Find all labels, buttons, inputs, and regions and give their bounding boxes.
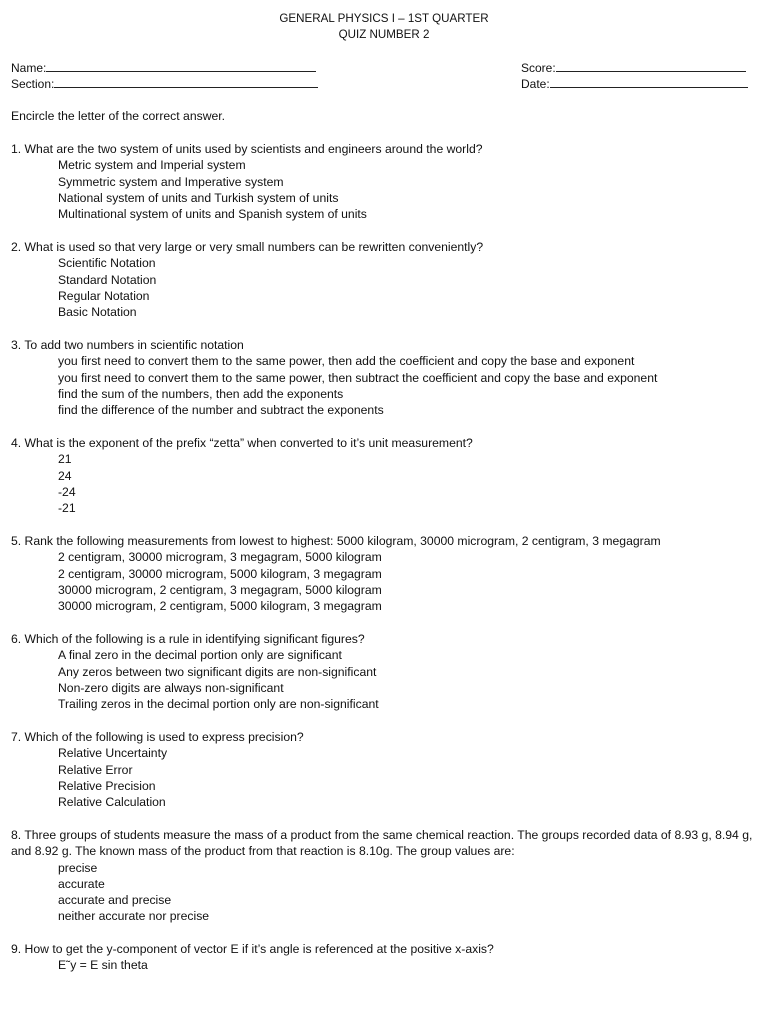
page-subtitle: QUIZ NUMBER 2 <box>338 28 430 41</box>
answer-option[interactable]: Relative Uncertainty <box>58 746 168 761</box>
option-list <box>11 353 759 418</box>
answer-option[interactable]: Standard Notation <box>58 272 157 287</box>
date-field <box>521 76 748 92</box>
question-7 <box>11 729 759 810</box>
answer-option[interactable]: accurate <box>58 876 105 891</box>
answer-option[interactable]: 30000 microgram, 2 centigram, 3 megagram, 5000 kilogram <box>58 582 382 597</box>
answer-option[interactable]: 24 <box>58 468 72 483</box>
question-3 <box>11 337 759 418</box>
answer-option[interactable]: 2 centigram, 30000 microgram, 5000 kilogram, 3 megagram <box>58 566 382 581</box>
answer-option[interactable]: Metric system and Imperial system <box>58 158 246 173</box>
score-field <box>521 60 746 76</box>
question-5 <box>11 533 759 614</box>
question-stem: 3. To add two numbers in scientific notation <box>11 338 244 352</box>
answer-option[interactable]: Trailing zeros in the decimal portion only are non-significant <box>58 697 379 712</box>
answer-option[interactable]: you first need to convert them to the same power, then add the coefficient and copy the base and exponent <box>58 354 635 369</box>
section-field <box>11 76 318 92</box>
question-9 <box>11 941 759 974</box>
answer-option[interactable]: National system of units and Turkish system of units <box>58 190 339 205</box>
option-list <box>11 549 759 614</box>
answer-option[interactable]: 21 <box>58 452 72 467</box>
question-1 <box>11 141 759 222</box>
instructions: Encircle the letter of the correct answer. <box>11 109 226 123</box>
answer-option[interactable]: Relative Error <box>58 762 133 777</box>
question-stem: 8. Three groups of students measure the mass of a product from the same chemical reaction. The groups recorded data of 8.93 g, 8.94 g, and 8.92 g. The known mass of the product from that reaction is 8.10g. The group values are: <box>11 828 753 859</box>
answer-option[interactable]: A final zero in the decimal portion only are significant <box>58 648 342 663</box>
date-blank-line[interactable] <box>550 76 748 88</box>
option-list <box>11 647 759 712</box>
answer-option[interactable]: Regular Notation <box>58 288 150 303</box>
answer-option[interactable]: Relative Precision <box>58 778 156 793</box>
answer-option[interactable]: Non-zero digits are always non-significant <box>58 680 284 695</box>
answer-option[interactable]: Multinational system of units and Spanish system of units <box>58 207 367 222</box>
answer-option[interactable]: accurate and precise <box>58 893 172 908</box>
answer-option[interactable]: -21 <box>58 501 76 516</box>
option-list <box>11 745 759 810</box>
question-stem: 6. Which of the following is a rule in identifying significant figures? <box>11 632 365 646</box>
section-blank-line[interactable] <box>54 76 318 88</box>
option-list <box>11 957 759 973</box>
score-label: Score: <box>521 61 556 75</box>
question-stem: 5. Rank the following measurements from lowest to highest: 5000 kilogram, 30000 microgram, 2 centigram, 3 megagram <box>11 534 661 548</box>
question-6 <box>11 631 759 712</box>
question-stem: 7. Which of the following is used to express precision? <box>11 730 304 744</box>
question-stem: 9. How to get the y-component of vector E if it’s angle is referenced at the positive x-axis? <box>11 942 494 956</box>
answer-option[interactable]: precise <box>58 860 98 875</box>
answer-option[interactable]: E˜y = E sin theta <box>58 958 148 973</box>
name-field <box>11 60 316 76</box>
answer-option[interactable]: Scientific Notation <box>58 256 156 271</box>
option-list <box>11 860 756 925</box>
answer-option[interactable]: 2 centigram, 30000 microgram, 3 megagram, 5000 kilogram <box>58 550 382 565</box>
answer-option[interactable]: Basic Notation <box>58 305 137 320</box>
date-label: Date: <box>521 77 550 91</box>
question-stem: 1. What are the two system of units used by scientists and engineers around the world? <box>11 142 483 156</box>
answer-option[interactable]: 30000 microgram, 2 centigram, 5000 kilogram, 3 megagram <box>58 599 382 614</box>
question-stem: 4. What is the exponent of the prefix “zetta” when converted to it’s unit measurement? <box>11 436 473 450</box>
answer-option[interactable]: Symmetric system and Imperative system <box>58 174 284 189</box>
option-list <box>11 255 759 320</box>
option-list <box>11 451 759 516</box>
answer-option[interactable]: Any zeros between two significant digits are non-significant <box>58 664 377 679</box>
name-blank-line[interactable] <box>46 60 316 72</box>
page-title: GENERAL PHYSICS I – 1ST QUARTER <box>279 12 489 25</box>
section-label: Section: <box>11 77 55 91</box>
question-stem: 2. What is used so that very large or very small numbers can be rewritten conveniently? <box>11 240 484 254</box>
option-list <box>11 157 759 222</box>
answer-option[interactable]: you first need to convert them to the same power, then subtract the coefficient and copy the base and exponent <box>58 370 658 385</box>
question-8 <box>11 827 756 925</box>
answer-option[interactable]: neither accurate nor precise <box>58 909 210 924</box>
answer-option[interactable]: Relative Calculation <box>58 795 166 810</box>
answer-option[interactable]: find the difference of the number and subtract the exponents <box>58 403 384 418</box>
score-blank-line[interactable] <box>556 60 746 72</box>
question-2 <box>11 239 759 320</box>
answer-option[interactable]: find the sum of the numbers, then add the exponents <box>58 386 344 401</box>
answer-option[interactable]: -24 <box>58 484 76 499</box>
name-label: Name: <box>11 61 47 75</box>
question-4 <box>11 435 759 516</box>
